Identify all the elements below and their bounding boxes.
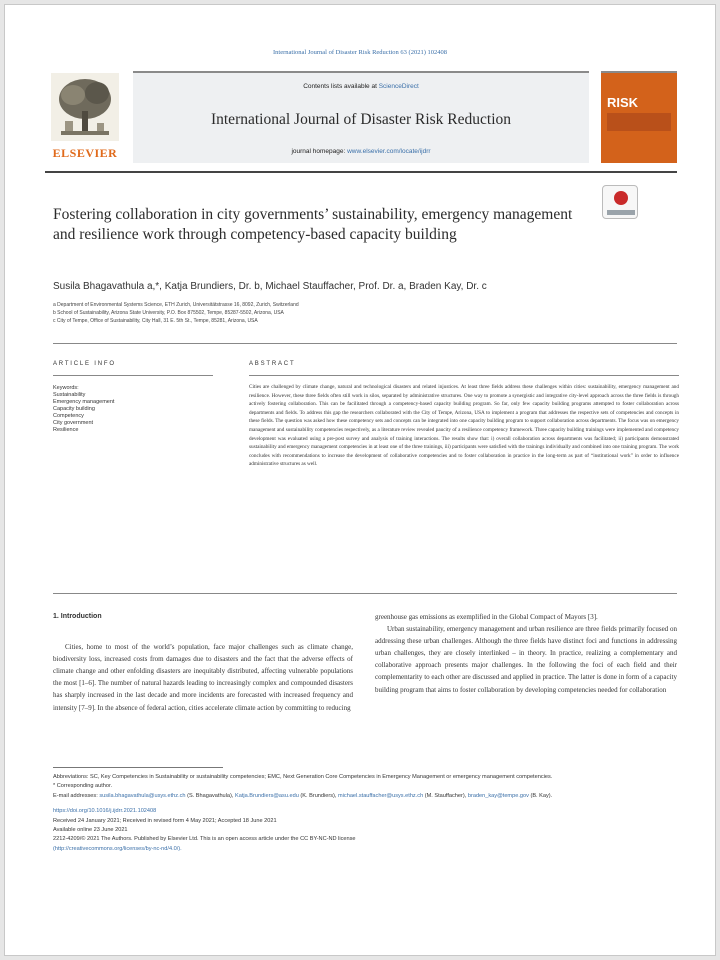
license-link[interactable]: (http://creativecommons.org/licenses/by-nc-nd/4.0/). [53, 845, 182, 852]
email-owner: (K. Brundiers), [298, 792, 339, 799]
keyword-item: City government [53, 420, 94, 426]
affiliations [53, 301, 673, 325]
footnotes [53, 773, 677, 854]
badge-dot [614, 191, 628, 205]
journal-masthead [45, 71, 677, 163]
publisher-wordmark: ELSEVIER [52, 146, 118, 160]
affiliation-c: c City of Tempe, Office of Sustainability, City Hall, 31 E. 5th St., Tempe, 85281, Arizona, USA [53, 318, 258, 324]
doi-link[interactable]: https://doi.org/10.1016/j.ijdrr.2021.102408 [53, 808, 157, 815]
header-rule [45, 171, 677, 173]
journal-homepage [133, 148, 589, 155]
homepage-link[interactable]: www.elsevier.com/locate/ijdrr [347, 148, 431, 155]
body-paragraph: Urban sustainability, emergency management and urban resilience are three fields primarily focused on addressing these urban challenges. Although the three fields have distinct foci and functions in addressing urban challenges, they are closely interlinked – in theory. In practice, realizing a complementary and collaborative approach presents major challenges. In the following the foci of each field and their complementarity to each other are discussed and applied in practice. The latter is done in form of a capacity building program that aims to foster collaboration by developing competencies needed for collaboration [375, 625, 677, 694]
abstract-text: Cities are challenged by climate change, natural and technological disasters and related injustices. At least three fields address these challenges within cities: sustainability, emergency management and resilience. However, these three fields often still work in silos, separated by administrative structures. One way to promote a synergistic and integrative city-level approach across the three fields is through actively fostering collaboration. This can be facilitated through a competency-based capacity building program. So far, only few capacity building programs attempted to foster collaboration across departments and fields. To address this gap the researchers collaborated with the City of Tempe, Arizona, USA to implement a program that addresses the respective sets of competencies and concepts in these fields. The question was asked how these competency sets and concepts can be integrated into one capacity building program to support collaboration across departments. The focus was on emergency management and sustainability competencies respectively, as a literature review revealed paucity of a resilience competency framework. Three capacity building trainings were implemented and competency development was evaluated using a pre-post survey and analysis of training interactions. The results show that: i) overall collaboration across departments was facilitated; ii) participants demonstrated sustainability and emergency management competencies in at least one of the three trainings, iii) participants were satisfied with the trainings individually and combined into one training program. The work concludes with recommendations to increase the development of collaborative competencies and to foster collaboration in practice in the long-term as part of “institutional work” in order to influence administrative structures as well. [249, 384, 679, 468]
corresponding-note: * Corresponding author. [53, 783, 113, 790]
available-online: Available online 23 June 2021 [53, 827, 128, 834]
check-for-updates-icon[interactable] [602, 185, 638, 219]
keyword-item: Resilience [53, 427, 79, 433]
keywords-heading: Keywords: [53, 385, 79, 391]
abbreviations-note: Abbreviations: SC, Key Competencies in Sustainability or sustainability competencies; EMC, Next Generation Core Competencies in Emergency Management or emergency management competencies. [53, 774, 553, 780]
article-title: Fostering collaboration in city governments’ sustainability, emergency management and resilience work through competency-based capacity building [53, 206, 573, 243]
cover-word: RISK [607, 95, 639, 110]
journal-cover-thumbnail[interactable] [601, 71, 677, 163]
cover-stripe [607, 113, 671, 131]
email-link[interactable]: braden_kay@tempe.gov [467, 792, 529, 799]
email-owner: (B. Kay). [528, 792, 553, 799]
section-rule [53, 343, 677, 344]
journal-banner [133, 71, 589, 163]
elsevier-logo[interactable] [45, 73, 125, 161]
email-link[interactable]: susila.bhagavathula@usys.ethz.ch [99, 792, 186, 799]
email-owner: (S. Bhagavathula), [185, 792, 235, 799]
email-owner: (M. Stauffacher), [423, 792, 468, 799]
journal-citation[interactable]: International Journal of Disaster Risk Reduction 63 (2021) 102408 [272, 49, 448, 56]
footnote-rule [53, 767, 223, 768]
journal-title: International Journal of Disaster Risk Reduction [210, 111, 512, 128]
sciencedirect-link[interactable]: ScienceDirect [378, 83, 419, 90]
affiliation-b: b School of Sustainability, Arizona State University, P.O. Box 875502, Tempe, 85287-5502, Arizona, USA [53, 310, 284, 316]
keyword-item: Emergency management [53, 399, 115, 405]
paper-page [4, 4, 716, 956]
section-heading: 1. Introduction [53, 613, 102, 620]
tree-icon [51, 73, 119, 141]
copyright-line: 2212-4209/© 2021 The Authors. Published by Elsevier Ltd. This is an open access article under the CC BY-NC-ND license [53, 836, 356, 843]
received-dates: Received 24 January 2021; Received in revised form 4 May 2021; Accepted 18 June 2021 [53, 817, 277, 824]
abstract-rule [249, 375, 679, 376]
author-list: Susila Bhagavathula a,*, Katja Brundiers, Dr. b, Michael Stauffacher, Prof. Dr. a, Braden Kay, Dr. c [53, 281, 487, 292]
keyword-item: Capacity building [53, 406, 95, 412]
article-info-rule [53, 375, 213, 376]
email-link[interactable]: Katja.Brundiers@asu.edu [235, 792, 299, 799]
body-paragraph: Cities, home to most of the world’s population, face major challenges such as climate change, biodiversity loss, increased costs from damages due to disasters and the fact that the adverse effects of climate change and other enfolding disasters are inequitably distributed, affecting vulnerable populations the most [1–6]. The number of natural hazards leading to increasingly complex and compounded disasters has sharply increased in the last decade and more incidents are forecasted with increased frequency and intensity [7–9]. In the absence of federal action, cities accelerate climate action by committing to reducing [53, 643, 353, 712]
contents-availability [133, 83, 589, 90]
homepage-prefix: journal homepage: [291, 148, 348, 155]
affiliation-a: a Department of Environmental Systems Science, ETH Zurich, Universitätstrasse 16, 8092, Zurich, Switzerland [53, 302, 299, 308]
body-paragraph: greenhouse gas emissions as exemplified in the Global Compact of Mayors [3]. [375, 613, 598, 621]
body-rule [53, 593, 677, 594]
email-link[interactable]: michael.stauffacher@usys.ethz.ch [338, 792, 424, 799]
contents-prefix: Contents lists available at [303, 83, 379, 90]
email-addresses [53, 792, 677, 801]
badge-label-bar [607, 210, 635, 215]
keywords-block [53, 385, 203, 434]
email-prefix: E-mail addresses: [53, 792, 100, 799]
body-right-column [375, 611, 677, 696]
article-info-label: ARTICLE INFO [53, 361, 116, 367]
body-left-column [53, 611, 353, 714]
keyword-item: Competency [53, 413, 84, 419]
keyword-item: Sustainability [53, 392, 86, 398]
abstract-label: ABSTRACT [249, 361, 296, 367]
